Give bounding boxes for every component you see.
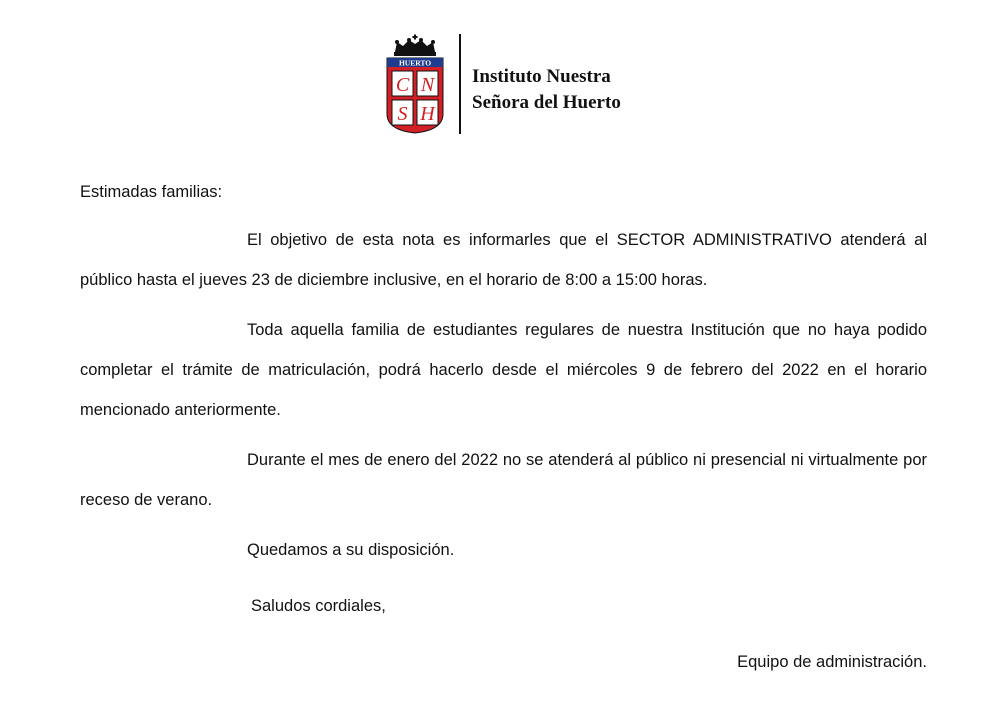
signature: Equipo de administración. <box>737 653 927 671</box>
letter-greeting: Estimadas familias: <box>80 183 223 201</box>
paragraph-administrative-hours: El objetivo de esta nota es informarles que el SECTOR ADMINISTRATIVO atenderá al público hasta el jueves 23 de diciembre inclusive, en el horario de 8:00 a 15:00 horas. <box>80 231 927 289</box>
closing-line: Quedamos a su disposición. <box>247 541 455 559</box>
school-name-line2: Señora del Huerto <box>472 92 621 113</box>
school-header <box>385 34 445 134</box>
school-name <box>472 64 621 116</box>
school-crest-logo <box>385 34 445 134</box>
crest-banner-text: HUERTO <box>398 58 432 68</box>
crest-letter-c: C <box>395 74 410 96</box>
header-divider <box>459 34 461 134</box>
regards-line: Saludos cordiales, <box>251 597 386 615</box>
paragraph-january-recess: Durante el mes de enero del 2022 no se atenderá al público ni presencial ni virtualmente por receso de verano. <box>80 451 927 509</box>
crest-letter-s: S <box>397 103 408 125</box>
crest-letter-n: N <box>420 74 435 96</box>
crest-letter-h: H <box>420 103 435 125</box>
paragraph-enrollment: Toda aquella familia de estudiantes regulares de nuestra Institución que no haya podido completar el trámite de matriculación, podrá hacerlo desde el miércoles 9 de febrero del 2022 en el horario mencionado anteriormente. <box>80 321 927 419</box>
school-name-line1: Instituto Nuestra <box>472 66 611 87</box>
